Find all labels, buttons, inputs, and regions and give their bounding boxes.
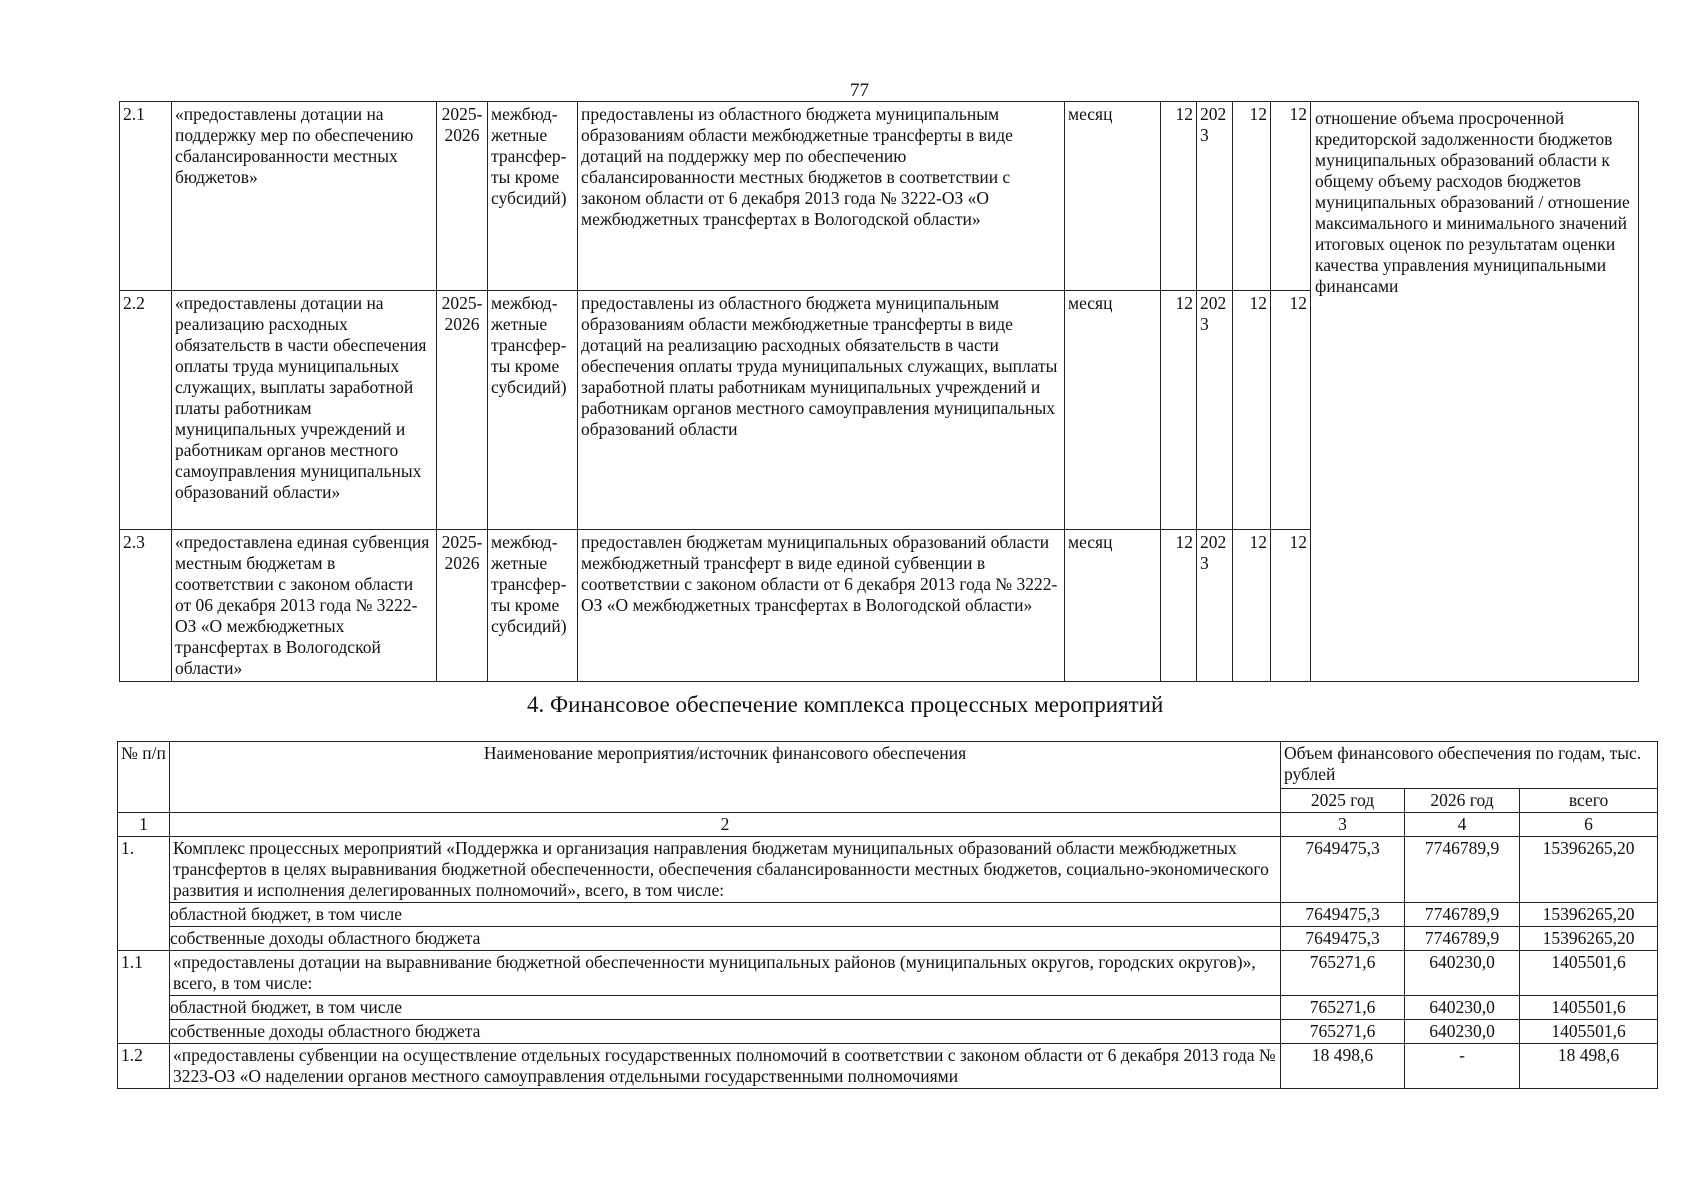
activity-description: предоставлен бюджетам муниципальных образований области межбюджетный трансферт в виде единой субвенции в соответствии с законом области от 6 декабря 2013 года № 3222-ОЗ «О межбюджетных трансфертах в Вологодской области» — [578, 530, 1065, 682]
column-number-row — [118, 813, 1658, 837]
value-2026: 640230,0 — [1405, 1020, 1520, 1044]
measure-title: Комплекс процессных мероприятий «Поддержка и организация направления бюджетам муниципальных образований области межбюджетных трансфертов в целях выравнивания бюджетной обеспеченности, обеспечения сбалансированности местных бюджетов, социально-экономического развития и исполнения делегированных полномочий», всего, в том числе: — [170, 837, 1281, 903]
activity-years: 2025-2026 — [437, 291, 488, 530]
activity-description: предоставлены из областного бюджета муниципальным образованиям области межбюджетные трансферты в виде дотаций на поддержку мер по обеспечению сбалансированности местных бюджетов в соответствии с законом области от 6 декабря 2013 года № 3222-ОЗ «О межбюджетных трансфертах в Вологодской области» — [578, 102, 1065, 291]
col-number: 3 — [1281, 813, 1405, 837]
activity-unit: месяц — [1065, 530, 1161, 682]
header-row — [118, 742, 1658, 789]
year-cell: 2023 — [1197, 291, 1233, 530]
value-cell: 12 — [1271, 102, 1311, 291]
value-2026: 7746789,9 — [1405, 903, 1520, 927]
row-number: 1.2 — [118, 1044, 170, 1089]
measure-title: «предоставлены субвенции на осуществление отдельных государственных полномочий в соответствии с законом области от 6 декабря 2013 года № 3223-ОЗ «О наделении органов местного самоуправления отдельными государственными полномочиями — [170, 1044, 1281, 1089]
activity-unit: месяц — [1065, 291, 1161, 530]
activity-type: межбюд-жетные трансфер-ты кроме субсидий) — [488, 291, 578, 530]
activities-table — [119, 101, 1639, 682]
value-2026: - — [1405, 1044, 1520, 1089]
value-cell: 12 — [1271, 530, 1311, 682]
activity-type: межбюд-жетные трансфер-ты кроме субсидий) — [488, 102, 578, 291]
header-total: всего — [1520, 789, 1658, 813]
value-cell: 12 — [1161, 291, 1197, 530]
activity-unit: месяц — [1065, 102, 1161, 291]
section-title: 4. Финансовое обеспечение комплекса процессных мероприятий — [527, 692, 1164, 717]
value-total: 15396265,20 — [1520, 927, 1658, 951]
activity-name: «предоставлена единая субвенция местным бюджетам в соответствии с законом области от 06 декабря 2013 года № 3222-ОЗ «О межбюджетных трансфертах в Вологодской области» — [172, 530, 437, 682]
row-number: 2.2 — [120, 291, 172, 530]
value-total: 1405501,6 — [1520, 951, 1658, 996]
source-label: собственные доходы областного бюджета — [170, 1020, 1281, 1044]
value-total: 18 498,6 — [1520, 1044, 1658, 1089]
source-label: областной бюджет, в том числе — [170, 996, 1281, 1020]
table-row — [118, 903, 1658, 927]
activity-name: «предоставлены дотации на поддержку мер по обеспечению сбалансированности местных бюджетов» — [172, 102, 437, 291]
value-2025: 765271,6 — [1281, 996, 1405, 1020]
row-number: 1.1 — [118, 951, 170, 1044]
value-cell: 12 — [1233, 102, 1271, 291]
activity-description: предоставлены из областного бюджета муниципальным образованиям области межбюджетные трансферты в виде дотаций на реализацию расходных обязательств в части обеспечения оплаты труда муниципальных служащих, выплаты заработной платы работникам муниципальных учреждений и работникам органов местного самоуправления муниципальных образований области — [578, 291, 1065, 530]
table-row — [118, 1044, 1658, 1089]
value-cell: 12 — [1161, 530, 1197, 682]
value-2025: 765271,6 — [1281, 1020, 1405, 1044]
value-cell: 12 — [1161, 102, 1197, 291]
col-number: 1 — [118, 813, 170, 837]
activity-years: 2025-2026 — [437, 102, 488, 291]
table-row — [120, 102, 1639, 291]
value-total: 15396265,20 — [1520, 837, 1658, 903]
value-2026: 640230,0 — [1405, 996, 1520, 1020]
header-volume: Объем финансового обеспечения по годам, тыс. рублей — [1281, 742, 1658, 789]
value-cell: 12 — [1233, 291, 1271, 530]
value-2026: 640230,0 — [1405, 951, 1520, 996]
activity-name: «предоставлены дотации на реализацию расходных обязательств в части обеспечения оплаты труда муниципальных служащих, выплаты заработной платы работникам муниципальных учреждений и работникам органов местного самоуправления муниципальных образований области» — [172, 291, 437, 530]
activity-type: межбюд-жетные трансфер-ты кроме субсидий) — [488, 530, 578, 682]
value-2026: 7746789,9 — [1405, 927, 1520, 951]
value-2026: 7746789,9 — [1405, 837, 1520, 903]
row-number: 1. — [118, 837, 170, 951]
header-year-2026: 2026 год — [1405, 789, 1520, 813]
value-2025: 7649475,3 — [1281, 927, 1405, 951]
col-number: 6 — [1520, 813, 1658, 837]
row-number: 2.3 — [120, 530, 172, 682]
value-cell: 12 — [1271, 291, 1311, 530]
source-label: собственные доходы областного бюджета — [170, 927, 1281, 951]
table-row — [118, 837, 1658, 903]
source-label: областной бюджет, в том числе — [170, 903, 1281, 927]
value-cell: 12 — [1233, 530, 1271, 682]
table-row — [118, 1020, 1658, 1044]
table-row — [118, 996, 1658, 1020]
value-2025: 765271,6 — [1281, 951, 1405, 996]
col-number: 2 — [170, 813, 1281, 837]
header-year-2025: 2025 год — [1281, 789, 1405, 813]
value-total: 15396265,20 — [1520, 903, 1658, 927]
table-row — [118, 927, 1658, 951]
row-number: 2.1 — [120, 102, 172, 291]
measure-title: «предоставлены дотации на выравнивание бюджетной обеспеченности муниципальных районов (муниципальных округов, городских округов)», всего, в том числе: — [170, 951, 1281, 996]
value-2025: 18 498,6 — [1281, 1044, 1405, 1089]
value-2025: 7649475,3 — [1281, 903, 1405, 927]
activity-years: 2025-2026 — [437, 530, 488, 682]
col-number: 4 — [1405, 813, 1520, 837]
header-name: Наименование мероприятия/источник финансового обеспечения — [170, 742, 1281, 813]
result-indicator: отношение объема просроченной кредиторской задолженности бюджетов муниципальных образований области к общему объему расходов бюджетов муниципальных образований / отношение максимального и минимального значений итоговых оценок по результатам оценки качества управления муниципальными финансами — [1311, 102, 1639, 682]
header-num: № п/п — [118, 742, 170, 813]
year-cell: 2023 — [1197, 530, 1233, 682]
value-total: 1405501,6 — [1520, 996, 1658, 1020]
page-number: 77 — [850, 80, 869, 101]
value-2025: 7649475,3 — [1281, 837, 1405, 903]
finance-table — [117, 741, 1658, 1089]
table-row — [118, 951, 1658, 996]
value-total: 1405501,6 — [1520, 1020, 1658, 1044]
year-cell: 2023 — [1197, 102, 1233, 291]
